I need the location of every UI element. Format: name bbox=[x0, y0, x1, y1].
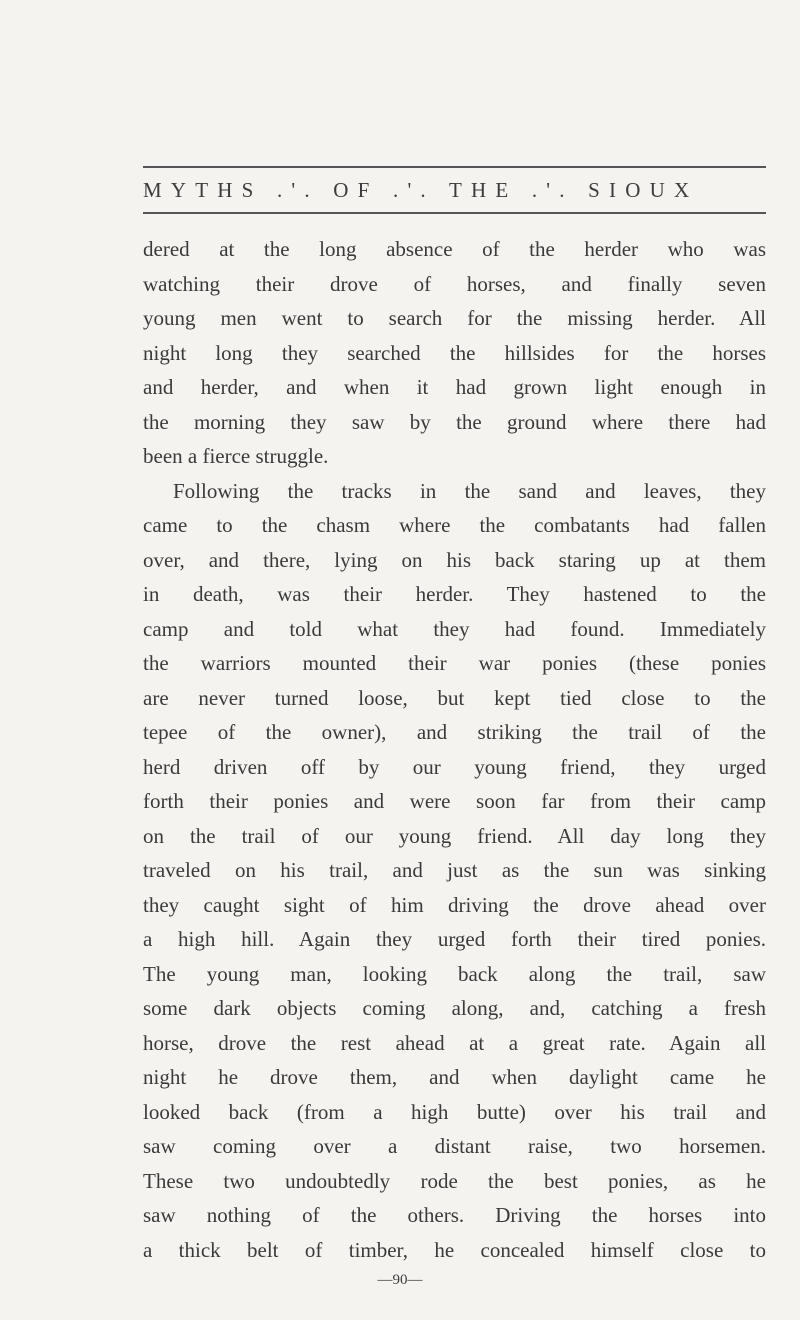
text-line: looked back (from a high butte) over his trail and bbox=[143, 1099, 766, 1124]
text-line: the warriors mounted their war ponies (these ponies bbox=[143, 651, 766, 675]
text-line: a high hill. Again they urged forth their tired ponies. bbox=[143, 927, 766, 951]
header-rule-bottom bbox=[143, 212, 766, 214]
text-line: young men went to search for the missing herder. All bbox=[143, 306, 766, 330]
text-line: tepee of the owner), and striking the trail of the bbox=[143, 720, 766, 744]
text-line: in death, was their herder. They hastened to the bbox=[143, 582, 766, 606]
header-rule-top bbox=[143, 166, 766, 168]
text-line: watching their drove of horses, and finally seven bbox=[143, 271, 766, 296]
text-line: Following the tracks in the sand and leaves, they bbox=[173, 478, 766, 503]
text-line: forth their ponies and were soon far from their camp bbox=[143, 789, 766, 813]
text-line: These two undoubtedly rode the best ponies, as he bbox=[143, 1168, 766, 1193]
text-line: on the trail of our young friend. All day long they bbox=[143, 823, 766, 848]
text-line: dered at the long absence of the herder who was bbox=[143, 237, 766, 261]
text-line: been a fierce struggle. bbox=[143, 444, 329, 468]
text-line: herd driven off by our young friend, they urged bbox=[143, 754, 766, 779]
text-line: are never turned loose, but kept tied close to the bbox=[143, 685, 766, 710]
running-head: MYTHS .'. OF .'. THE .'. SIOUX bbox=[143, 178, 699, 202]
page-number: —90— bbox=[377, 1272, 423, 1288]
text-line: a thick belt of timber, he concealed himself close to bbox=[143, 1237, 766, 1262]
text-line: saw nothing of the others. Driving the horses into bbox=[143, 1203, 766, 1227]
text-line: and herder, and when it had grown light enough in bbox=[143, 375, 766, 399]
text-line: some dark objects coming along, and, catching a fresh bbox=[143, 996, 766, 1020]
text-line: night he drove them, and when daylight came he bbox=[143, 1065, 766, 1089]
text-line: the morning they saw by the ground where there had bbox=[143, 409, 766, 434]
text-line: came to the chasm where the combatants had fallen bbox=[143, 513, 766, 537]
text-line: camp and told what they had found. Immediately bbox=[143, 616, 766, 641]
text-line: saw coming over a distant raise, two horsemen. bbox=[143, 1134, 766, 1158]
text-line: horse, drove the rest ahead at a great rate. Again all bbox=[143, 1030, 766, 1055]
text-line: over, and there, lying on his back staring up at them bbox=[143, 547, 766, 572]
body-text bbox=[143, 232, 766, 1267]
text-line: night long they searched the hillsides for the horses bbox=[143, 340, 766, 365]
text-line: The young man, looking back along the trail, saw bbox=[143, 961, 766, 986]
text-line: they caught sight of him driving the drove ahead over bbox=[143, 892, 766, 917]
text-line: traveled on his trail, and just as the sun was sinking bbox=[143, 858, 766, 882]
